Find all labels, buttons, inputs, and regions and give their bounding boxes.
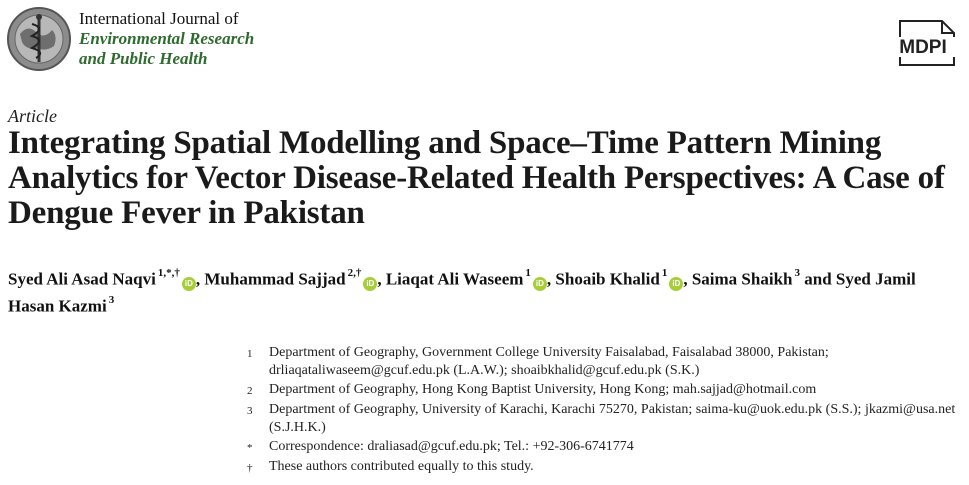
author-affiliation-marker: 2,† xyxy=(347,267,362,279)
affiliation-marker: * xyxy=(247,442,253,454)
journal-name-line2: Environmental Research xyxy=(79,29,255,48)
affiliations-list xyxy=(243,344,963,478)
orcid-icon[interactable]: iD xyxy=(669,277,683,291)
affiliation-item xyxy=(243,344,963,380)
journal-logo xyxy=(6,6,72,72)
author-separator: , xyxy=(683,269,692,289)
affiliation-marker: † xyxy=(247,462,253,474)
affiliation-item xyxy=(243,438,963,457)
journal-name xyxy=(79,9,254,69)
article-type: Article xyxy=(8,106,57,126)
author-affiliation-marker: 1,*,† xyxy=(157,267,180,279)
journal-name-line3: and Public Health xyxy=(79,49,208,68)
author-affiliation-marker: 3 xyxy=(108,293,115,306)
affiliation-item xyxy=(243,458,963,477)
affiliation-marker: 1 xyxy=(247,348,253,360)
affiliation-marker: 3 xyxy=(247,405,253,417)
author-separator: , xyxy=(195,269,205,289)
affiliation-text: Department of Geography, Hong Kong Baptist University, Hong Kong; mah.sajjad@hotmail.com xyxy=(269,382,817,397)
author-separator: and xyxy=(799,269,836,289)
author-name: Syed Ali Asad Naqvi xyxy=(8,269,156,289)
author-affiliation-marker: 3 xyxy=(794,267,800,279)
orcid-icon[interactable]: iD xyxy=(182,277,196,291)
article-title: Integrating Spatial Modelling and Space–Time Pattern Mining Analytics for Vector Disease-Related Health Perspectives: A Case of Dengue Fever in Pakistan xyxy=(8,125,945,231)
author-name: Shoaib Khalid xyxy=(555,269,660,289)
author-separator: , xyxy=(546,269,556,289)
affiliation-text: Department of Geography, Government College University Faisalabad, Faisalabad 38000, Pakistan; drliaqataliwaseem@gcuf.edu.pk (L.A.W.); shoaibkhalid@gcuf.edu.pk (S.K.) xyxy=(269,345,829,378)
affiliation-item xyxy=(243,401,963,437)
author-name: Syed Jamil Hasan Kazmi xyxy=(8,269,916,316)
author-list xyxy=(8,264,958,317)
affiliation-text: Department of Geography, University of Karachi, Karachi 75270, Pakistan; saima-ku@uok.edu.pk (S.S.); jkazmi@usa.net (S.J.H.K.) xyxy=(269,402,956,435)
publisher-logo xyxy=(884,15,962,69)
author-name: Saima Shaikh xyxy=(691,269,793,289)
affiliation-text: Correspondence: draliasad@gcuf.edu.pk; Tel.: +92-306-6741774 xyxy=(269,439,634,454)
orcid-icon[interactable]: iD xyxy=(533,277,547,291)
journal-name-line1: International Journal of xyxy=(79,9,239,28)
author-separator: , xyxy=(377,269,386,289)
affiliation-text: These authors contributed equally to this study. xyxy=(269,459,534,474)
author-name: Liaqat Ali Waseem xyxy=(385,269,524,289)
orcid-icon[interactable]: iD xyxy=(363,277,377,291)
affiliation-marker: 2 xyxy=(247,385,253,397)
affiliation-item xyxy=(243,381,963,400)
author-name: Muhammad Sajjad xyxy=(204,269,346,289)
author-affiliation-marker: 1 xyxy=(661,267,668,279)
svg-text:MDPI: MDPI xyxy=(899,37,947,58)
author-affiliation-marker: 1 xyxy=(525,267,531,279)
